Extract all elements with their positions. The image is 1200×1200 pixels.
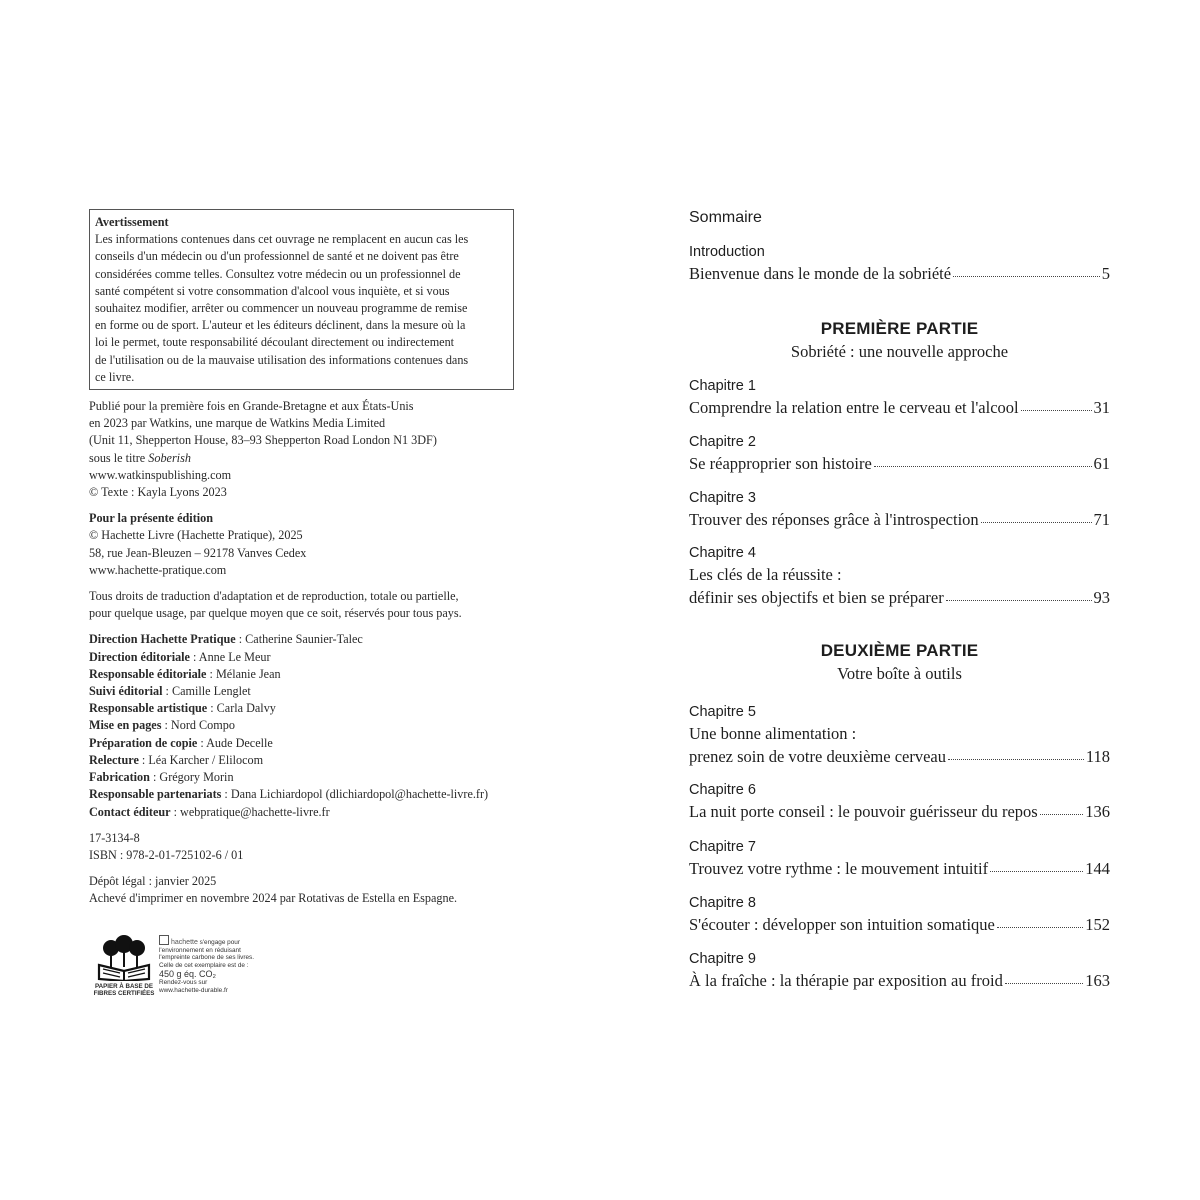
entry-title: S'écouter : développer son intuition somatique xyxy=(689,915,995,934)
credit-line xyxy=(89,666,514,683)
credit-name: : Léa Karcher / Elilocom xyxy=(138,752,264,767)
warning-line: conseils d'un médecin ou d'un professionnel de santé et ne doivent pas être xyxy=(95,249,459,264)
toc-entry-chapter-4[interactable] xyxy=(689,565,1110,608)
credit-role: Préparation de copie xyxy=(89,735,198,750)
toc-entry-chapter-3[interactable] xyxy=(689,510,1110,530)
page-number: 93 xyxy=(1093,588,1110,607)
toc-entry-chapter-6[interactable] xyxy=(689,802,1110,822)
chapter-label: Chapitre 9 xyxy=(689,951,756,967)
text-line: Publié pour la première fois en Grande-Bretagne et aux États-Unis xyxy=(89,399,414,414)
text-line: pour quelque usage, par quelque moyen que ce soit, réservés pour tous pays. xyxy=(89,606,462,621)
chapter-label: Chapitre 7 xyxy=(689,839,756,855)
page-number: 163 xyxy=(1085,971,1110,990)
dot-leader xyxy=(946,600,1092,601)
this-edition-info xyxy=(89,510,514,579)
text-line: l'empreinte carbone de ses livres. xyxy=(159,954,254,962)
part-subtitle: Votre boîte à outils xyxy=(837,664,962,683)
credit-line xyxy=(89,769,514,786)
toc-entry-chapter-9[interactable] xyxy=(689,971,1110,991)
edition-heading: Pour la présente édition xyxy=(89,511,214,526)
toc-entry-intro[interactable] xyxy=(689,264,1110,284)
credit-name: : Catherine Saunier-Talec xyxy=(235,632,363,647)
entry-title-first-line: Une bonne alimentation : xyxy=(689,724,857,743)
dot-leader xyxy=(1005,983,1083,984)
dot-leader xyxy=(997,927,1083,928)
part-subtitle: Sobriété : une nouvelle approche xyxy=(790,342,1009,361)
entry-title: À la fraîche : la thérapie par exposition au froid xyxy=(689,971,1003,990)
chapter-label: Chapitre 5 xyxy=(689,704,756,720)
warning-line: Les informations contenues dans cet ouvrage ne remplacent en aucun cas les xyxy=(95,232,469,247)
legal-info xyxy=(89,873,514,907)
original-title-line xyxy=(89,450,514,467)
credit-role: Responsable partenariats xyxy=(89,787,222,802)
legal-deposit: Dépôt légal : janvier 2025 xyxy=(89,874,217,889)
credit-line xyxy=(89,631,514,648)
warning-line: en forme ou de sport. L'auteur et les éditeurs déclinent, dans la mesure où la xyxy=(95,318,466,333)
credit-line xyxy=(89,752,514,769)
warning-line: considérées comme telles. Consultez votre médecin ou un professionnel de xyxy=(95,266,461,281)
text-line: © Hachette Livre (Hachette Pratique), 2025 xyxy=(89,528,303,543)
credit-line xyxy=(89,804,514,821)
carbon-footprint-label xyxy=(159,935,269,995)
credit-line xyxy=(89,649,514,666)
warning-line: souhaitez modifier, arrêter ou commencer un nouveau programme de remise xyxy=(95,301,468,316)
part-two-heading xyxy=(689,641,1110,684)
credit-line xyxy=(89,700,514,717)
credit-name: : Nord Compo xyxy=(161,718,235,733)
text-line: en 2023 par Watkins, une marque de Watkins Media Limited xyxy=(89,416,386,431)
copyright-page xyxy=(89,209,514,998)
credit-role: Relecture xyxy=(89,752,139,767)
entry-title: Trouver des réponses grâce à l'introspection xyxy=(689,510,979,529)
part-one-heading xyxy=(689,319,1110,362)
publisher-website: www.hachette-pratique.com xyxy=(89,562,227,577)
credit-role: Direction Hachette Pratique xyxy=(89,632,236,647)
credit-name: : Carla Dalvy xyxy=(207,701,276,716)
page-number: 144 xyxy=(1085,859,1110,878)
entry-title: définir ses objectifs et bien se préparer xyxy=(689,588,944,607)
credit-role: Responsable artistique xyxy=(89,701,208,716)
toc-entry-chapter-7[interactable] xyxy=(689,859,1110,879)
text-copyright: © Texte : Kayla Lyons 2023 xyxy=(89,485,227,500)
credit-role: Mise en pages xyxy=(89,718,162,733)
chapter-label: Chapitre 6 xyxy=(689,782,756,798)
credit-line xyxy=(89,786,514,803)
warning-title: Avertissement xyxy=(95,215,169,229)
chapter-label: Chapitre 4 xyxy=(689,545,756,561)
toc-entry-chapter-5[interactable] xyxy=(689,724,1110,767)
dot-leader xyxy=(948,759,1084,760)
credit-role: Suivi éditorial xyxy=(89,684,163,699)
warning-line: loi le permet, toute responsabilité découlant directement ou indirectement xyxy=(95,335,455,350)
credit-role: Direction éditoriale xyxy=(89,649,190,664)
toc-entry-chapter-8[interactable] xyxy=(689,915,1110,935)
page-number: 118 xyxy=(1085,747,1110,766)
certified-paper-logo xyxy=(89,935,159,998)
chapter-label: Chapitre 8 xyxy=(689,895,756,911)
dot-leader xyxy=(1040,814,1084,815)
toc-entry-chapter-2[interactable] xyxy=(689,454,1110,474)
dot-leader xyxy=(1021,410,1092,411)
entry-title-first-line: Les clés de la réussite : xyxy=(689,565,842,584)
chapter-label: Chapitre 3 xyxy=(689,490,756,506)
credits-list xyxy=(89,631,514,820)
page-number: 31 xyxy=(1093,398,1110,417)
credit-name: : Mélanie Jean xyxy=(206,666,281,681)
dot-leader xyxy=(953,276,1100,277)
page-number: 136 xyxy=(1085,802,1110,821)
warning-line: ce livre. xyxy=(95,369,135,384)
text-line: l'environnement en réduisant xyxy=(159,946,241,954)
publisher-website: www.watkinspublishing.com xyxy=(89,467,232,482)
printing-info: Achevé d'imprimer en novembre 2024 par Rotativas de Estella en Espagne. xyxy=(89,891,458,906)
original-title: Soberish xyxy=(148,450,191,465)
credit-name: : Dana Lichiardopol (dlichiardopol@hachette-livre.fr) xyxy=(221,787,489,802)
text-line: Rendez-vous sur xyxy=(159,979,208,987)
entry-title: Se réapproprier son histoire xyxy=(689,454,872,473)
entry-title: prenez soin de votre deuxième cerveau xyxy=(689,747,946,766)
credit-line xyxy=(89,717,514,734)
entry-title: Comprendre la relation entre le cerveau et l'alcool xyxy=(689,398,1019,417)
credit-name: : Grégory Morin xyxy=(149,770,234,785)
carbon-value: 450 g éq. CO₂ xyxy=(159,969,217,980)
text-span: sous le titre xyxy=(89,450,149,465)
toc-title: Sommaire xyxy=(689,209,762,226)
trees-book-icon xyxy=(93,935,155,981)
page-number: 5 xyxy=(1101,264,1110,283)
book-codes xyxy=(89,830,514,864)
credit-name: : Camille Lenglet xyxy=(162,684,251,699)
page-number: 152 xyxy=(1085,915,1110,934)
entry-title: Bienvenue dans le monde de la sobriété xyxy=(689,264,952,283)
text-line: Celle de cet exemplaire est de : xyxy=(159,961,249,969)
toc-entry-chapter-1[interactable] xyxy=(689,398,1110,418)
rights-notice xyxy=(89,588,514,622)
credit-name: : webpratique@hachette-livre.fr xyxy=(170,804,330,819)
credit-role: Fabrication xyxy=(89,770,150,785)
credit-name: : Anne Le Meur xyxy=(189,649,271,664)
publisher-address: 58, rue Jean-Bleuzen – 92178 Vanves Cedex xyxy=(89,545,307,560)
isbn: ISBN : 978-2-01-725102-6 / 01 xyxy=(89,847,244,862)
entry-title: La nuit porte conseil : le pouvoir guérisseur du repos xyxy=(689,802,1038,821)
text-line: Tous droits de traduction d'adaptation et de reproduction, totale ou partielle, xyxy=(89,589,459,604)
text-line: www.hachette-durable.fr xyxy=(159,986,228,994)
hachette-logo-icon xyxy=(159,935,169,945)
environment-logos xyxy=(89,935,289,1015)
original-edition-info xyxy=(89,398,514,501)
page-number: 61 xyxy=(1093,454,1110,473)
credit-role: Contact éditeur xyxy=(89,804,171,819)
part-title: DEUXIÈME PARTIE xyxy=(820,641,979,660)
logo-text: FIBRES CERTIFIÉES xyxy=(93,990,155,998)
intro-label: Introduction xyxy=(689,244,765,260)
entry-title: Trouvez votre rythme : le mouvement intuitif xyxy=(689,859,989,878)
reference-code: 17-3134-8 xyxy=(89,830,140,845)
logo-text: PAPIER À BASE DE xyxy=(95,983,153,990)
text-line: (Unit 11, Shepperton House, 83–93 Shepperton Road London N1 3DF) xyxy=(89,433,437,448)
credit-line xyxy=(89,735,514,752)
dot-leader xyxy=(981,522,1092,523)
part-title: PREMIÈRE PARTIE xyxy=(820,319,979,338)
brand-logo-text: hachette xyxy=(171,939,198,946)
warning-box xyxy=(89,209,514,390)
dot-leader xyxy=(874,466,1092,467)
credit-line xyxy=(89,683,514,700)
warning-line: de l'utilisation ou de la mauvaise utilisation des informations contenues dans xyxy=(95,352,469,367)
warning-line: santé compétent si votre consommation d'alcool vous inquiète, et si vous xyxy=(95,283,450,298)
dot-leader xyxy=(990,871,1083,872)
credit-role: Responsable éditoriale xyxy=(89,666,207,681)
chapter-label: Chapitre 2 xyxy=(689,434,756,450)
text-line: s'engage pour xyxy=(199,939,240,946)
chapter-label: Chapitre 1 xyxy=(689,378,756,394)
credit-name: : Aude Decelle xyxy=(197,735,273,750)
page-number: 71 xyxy=(1093,510,1110,529)
